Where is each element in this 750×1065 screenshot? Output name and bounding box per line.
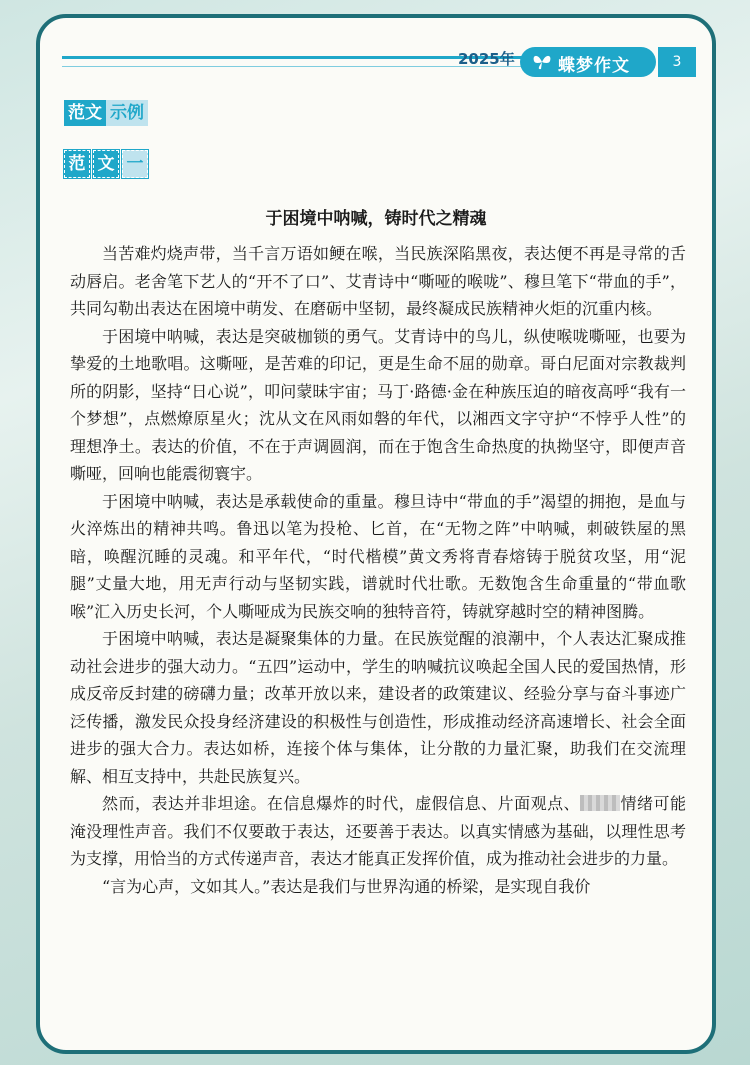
page-card [36, 14, 716, 1054]
sample-label-char: 一 [122, 150, 148, 178]
section-label-part2: 示例 [106, 100, 148, 126]
essay-body [70, 240, 686, 900]
section-label-part1: 范文 [64, 100, 106, 126]
sample-label [64, 150, 148, 178]
paragraph-text: 情绪可能淹没理性声音。我们不仅要敢于表达，还要善于表达。以真实情感为基础，以理性思考为支撑，用恰当的方式传递声音，表达才能真正发挥价值，成为推动社会进步的力量。 [70, 794, 686, 868]
paragraph-text: 然而，表达并非坦途。在信息爆炸的时代，虚假信息、片面观点、 [102, 794, 581, 813]
essay-paragraph: 于困境中呐喊，表达是凝聚集体的力量。在民族觉醒的浪潮中，个人表达汇聚成推动社会进步的强大动力。“五四”运动中，学生的呐喊抗议唤起全国人民的爱国热情，形成反帝反封建的磅礴力量；改革开放以来，建设者的政策建议、经验分享与奋斗事迹广泛传播，激发民众投身经济建设的积极性与创造性，形成推动经济高速增长、社会全面进步的强大合力。表达如桥，连接个体与集体，让分散的力量汇聚，助我们在交流理解、相互支持中，共赴民族复兴。 [70, 629, 686, 786]
essay-paragraph: 当苦难灼烧声带，当千言万语如鲠在喉，当民族深陷黑夜，表达便不再是寻常的舌动唇启。老舍笔下艺人的“开不了口”、艾青诗中“嘶哑的喉咙”、穆旦笔下“带血的手”，共同勾勒出表达在困境中萌发、在磨砺中坚韧，最终凝成民族精神火炬的沉重内核。 [70, 244, 686, 318]
redacted-text-blur [580, 795, 620, 811]
brand-logo [520, 47, 656, 77]
page-number: 3 [658, 47, 696, 77]
sample-label-char: 范 [64, 150, 90, 178]
essay-paragraph [70, 790, 686, 873]
sample-label-char: 文 [93, 150, 119, 178]
essay-paragraph: 于困境中呐喊，表达是突破枷锁的勇气。艾青诗中的鸟儿，纵使喉咙嘶哑，也要为挚爱的土地歌唱。这嘶哑，是苦难的印记，更是生命不屈的勋章。哥白尼面对宗教裁判所的阴影，坚持“日心说”，叩问蒙昧宇宙；马丁·路德·金在种族压迫的暗夜高呼“我有一个梦想”，点燃燎原星火；沈从文在风雨如磐的年代，以湘西文字守护“不悖乎人性”的理想净土。表达的价值，不在于声调圆润，而在于饱含生命热度的执拗坚守，即便声音嘶哑，回响也能震彻寰宇。 [70, 326, 686, 483]
header-year: 2025年 [458, 50, 515, 68]
essay-paragraph: 于困境中呐喊，表达是承载使命的重量。穆旦诗中“带血的手”渴望的拥抱，是血与火淬炼出的精神共鸣。鲁迅以笔为投枪、匕首，在“无物之阵”中呐喊，刺破铁屋的黑暗，唤醒沉睡的灵魂。和平年代，“时代楷模”黄文秀将青春熔铸于脱贫攻坚，用“泥腿”丈量大地，用无声行动与坚韧实践，谱就时代壮歌。无数饱含生命重量的“带血歌喉”汇入历史长河，个人嘶哑成为民族交响的独特音符，铸就穿越时空的精神图腾。 [70, 491, 686, 621]
essay-paragraph: “言为心声，文如其人。”表达是我们与世界沟通的桥梁，是实现自我价 [102, 876, 591, 896]
brand-logo-text: 蝶梦作文 [558, 56, 630, 76]
essay-title: 于困境中呐喊，铸时代之精魂 [265, 209, 487, 229]
butterfly-icon [532, 53, 552, 71]
section-label [64, 100, 148, 126]
